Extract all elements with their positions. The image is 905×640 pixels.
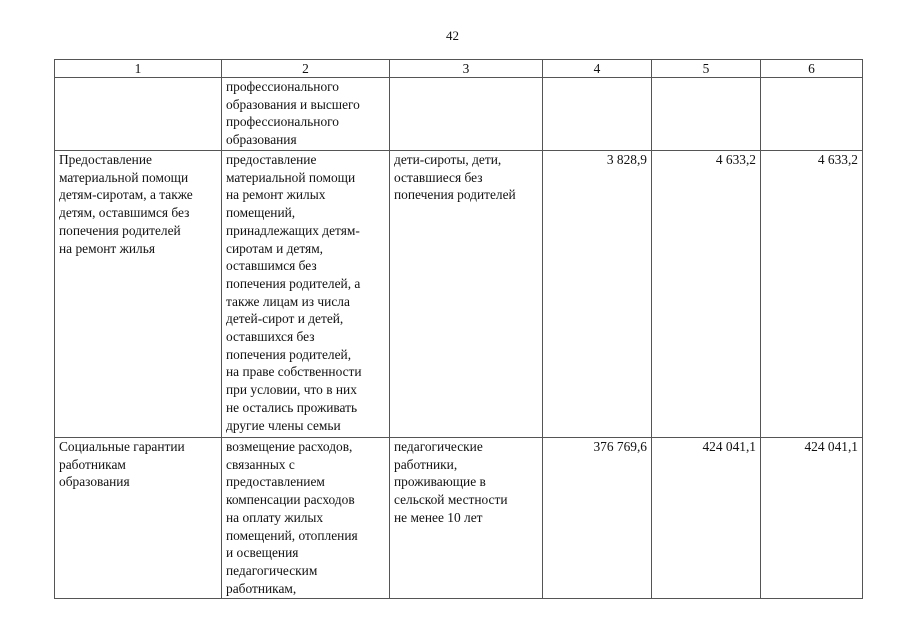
text-line: не менее 10 лет (394, 509, 483, 525)
text-line: профессионального (226, 79, 339, 94)
text-line: оставшиеся без (394, 169, 483, 185)
amount-col5-cell: 424 041,1 (652, 438, 761, 599)
text-line: профессионального (226, 114, 339, 130)
text-line: возмещение расходов, (226, 439, 353, 454)
text-line: материальной помощи (226, 169, 356, 185)
column-header-1: 1 (55, 60, 222, 78)
measure-description-cell (222, 438, 390, 599)
page-number: 42 (446, 28, 459, 43)
text-line: предоставление (226, 152, 317, 167)
amount-col6-cell: 4 633,2 (761, 151, 863, 438)
text-line: другие члены семьи (226, 417, 341, 433)
column-header-4: 4 (543, 60, 652, 78)
table-row (55, 78, 863, 151)
measure-name-cell (55, 438, 222, 599)
measure-name-cell (55, 78, 222, 151)
text-line: на праве собственности (226, 364, 362, 380)
text-line: образования и высшего (226, 96, 360, 112)
text-line: сельской местности (394, 492, 508, 508)
amount-col6-cell: 424 041,1 (761, 438, 863, 599)
text-line: на ремонт жилых (226, 187, 326, 203)
text-line: оставшихся без (226, 329, 315, 345)
table-row (55, 151, 863, 438)
text-line: образования (59, 474, 130, 490)
column-header-2: 2 (222, 60, 390, 78)
amount-col6-cell (761, 78, 863, 151)
recipients-cell (390, 78, 543, 151)
measure-name-cell (55, 151, 222, 438)
text-line: работники, (394, 456, 458, 472)
amount-col5-cell: 4 633,2 (652, 151, 761, 438)
text-line: работникам, (226, 580, 297, 596)
text-line: попечения родителей, а (226, 275, 361, 291)
text-line: дети-сироты, дети, (394, 152, 502, 167)
text-line: попечения родителей, (226, 346, 352, 362)
table-row (55, 438, 863, 599)
text-line: принадлежащих детям- (226, 222, 360, 238)
text-line: на ремонт жилья (59, 240, 155, 256)
text-line: попечения родителей (394, 187, 516, 203)
text-line: работникам (59, 456, 126, 472)
text-line: помещений, (226, 205, 296, 221)
amount-col4-cell: 376 769,6 (543, 438, 652, 599)
text-line: детям, оставшимся без (59, 205, 190, 221)
text-line: компенсации расходов (226, 492, 355, 508)
text-line: связанных с (226, 456, 295, 472)
text-line: педагогическим (226, 562, 318, 578)
amount-col4-cell: 3 828,9 (543, 151, 652, 438)
text-line: педагогические (394, 439, 483, 454)
text-line: также лицам из числа (226, 293, 350, 309)
text-line: оставшимся без (226, 258, 317, 274)
text-line: материальной помощи (59, 169, 189, 185)
text-line: детям-сиротам, а также (59, 187, 193, 203)
column-header-6: 6 (761, 60, 863, 78)
text-line: попечения родителей (59, 222, 181, 238)
text-line: сиротам и детям, (226, 240, 324, 256)
text-line: предоставлением (226, 474, 325, 490)
column-number-header-row (55, 60, 863, 78)
text-line: образования (226, 132, 297, 148)
text-line: на оплату жилых (226, 509, 324, 525)
text-line: не остались проживать (226, 399, 358, 415)
measure-description-cell (222, 151, 390, 438)
amount-col5-cell (652, 78, 761, 151)
text-line: при условии, что в них (226, 382, 357, 398)
text-line: детей-сирот и детей, (226, 311, 344, 327)
recipients-cell (390, 151, 543, 438)
column-header-3: 3 (390, 60, 543, 78)
recipients-cell (390, 438, 543, 599)
budget-table (54, 59, 863, 599)
text-line: помещений, отопления (226, 527, 358, 543)
measure-description-cell (222, 78, 390, 151)
text-line: и освещения (226, 545, 299, 561)
text-line: Предоставление (59, 152, 152, 167)
amount-col4-cell (543, 78, 652, 151)
text-line: Социальные гарантии (59, 439, 185, 454)
text-line: проживающие в (394, 474, 486, 490)
column-header-5: 5 (652, 60, 761, 78)
